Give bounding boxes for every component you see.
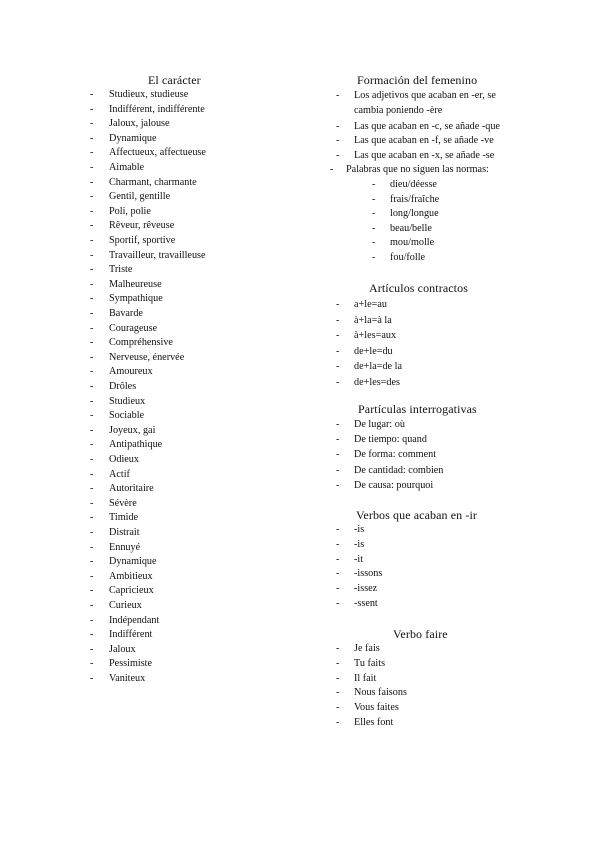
list-dash: - xyxy=(336,314,340,326)
list-dash: - xyxy=(90,512,94,524)
list-dash: - xyxy=(90,162,94,173)
caracter-item: Malheureuse xyxy=(109,278,162,290)
caracter-item: Timide xyxy=(109,512,139,524)
list-dash: - xyxy=(90,643,94,655)
caracter-item: Studieux, studieuse xyxy=(109,89,189,100)
faire-item: Vous faites xyxy=(354,702,399,714)
caracter-item: Joyeux, gai xyxy=(109,424,156,436)
caracter-item: Drôles xyxy=(109,381,137,392)
list-dash: - xyxy=(90,497,94,509)
section-title-faire: Verbo faire xyxy=(393,627,448,641)
caracter-item: Triste xyxy=(109,264,133,276)
caracter-item: Odieux xyxy=(109,454,139,465)
caracter-item: Ambitieux xyxy=(109,570,153,582)
list-dash: - xyxy=(90,132,94,144)
contracto-item: à+les=aux xyxy=(354,330,397,341)
list-dash: - xyxy=(372,179,376,190)
caracter-item: Indifférent xyxy=(109,629,153,641)
caracter-item: Gentil, gentille xyxy=(109,191,171,203)
section-title-interrogativas: Partículas interrogativas xyxy=(358,402,477,416)
verbo-ir-item: -issez xyxy=(354,583,378,595)
caracter-item: Curieux xyxy=(109,600,142,611)
list-dash: - xyxy=(90,103,94,115)
list-dash: - xyxy=(336,121,340,132)
list-dash: - xyxy=(90,658,94,670)
list-item: Los adjetivos que acaban en -er, se xyxy=(354,90,496,101)
caracter-item: Travailleur, travailleuse xyxy=(109,249,206,261)
list-item: Las que acaban en -f, se añade -ve xyxy=(354,135,494,146)
caracter-item: Compréhensive xyxy=(109,337,173,349)
list-dash: - xyxy=(336,419,340,430)
contracto-item: de+le=du xyxy=(354,345,393,357)
list-dash: - xyxy=(336,449,340,461)
list-dash: - xyxy=(90,381,94,392)
caracter-item: Amoureux xyxy=(109,366,153,378)
list-dash: - xyxy=(90,191,94,203)
caracter-item: Jaloux, jalouse xyxy=(109,118,170,130)
list-dash: - xyxy=(90,118,94,130)
list-dash: - xyxy=(336,687,340,699)
caracter-item: Nerveuse, énervée xyxy=(109,351,185,363)
list-dash: - xyxy=(90,89,94,100)
list-dash: - xyxy=(90,220,94,232)
list-dash: - xyxy=(90,439,94,451)
caracter-item: Studieux xyxy=(109,395,146,407)
list-dash: - xyxy=(372,237,376,249)
interrogativa-item: De cantidad: combien xyxy=(354,464,444,476)
caracter-item: Actif xyxy=(109,468,130,480)
caracter-item: Capricieux xyxy=(109,585,154,597)
list-dash: - xyxy=(336,657,340,669)
caracter-item: Charmant, charmante xyxy=(109,176,197,188)
list-dash: - xyxy=(90,483,94,495)
list-item-continued: cambia poniendo -ère xyxy=(354,105,443,116)
list-dash: - xyxy=(90,395,94,407)
list-dash: - xyxy=(90,337,94,349)
caracter-item: Indifférent, indifférente xyxy=(109,103,205,115)
caracter-item: Distrait xyxy=(109,527,140,538)
section-title-contractos: Artículos contractos xyxy=(369,281,468,295)
verbo-ir-item: -is xyxy=(354,524,365,535)
list-dash: - xyxy=(336,538,340,550)
list-item: Las que acaban en -c, se añade -que xyxy=(354,121,500,132)
caracter-item: Bavarde xyxy=(109,308,143,319)
list-dash: - xyxy=(90,176,94,188)
faire-item: Elles font xyxy=(354,717,394,728)
contracto-item: à+la=à la xyxy=(354,314,392,326)
list-dash: - xyxy=(336,598,340,609)
list-dash: - xyxy=(90,264,94,276)
caracter-item: Affectueux, affectueuse xyxy=(109,147,206,159)
list-dash: - xyxy=(90,351,94,363)
caracter-item: Indépendant xyxy=(109,614,160,626)
exception-item: beau/belle xyxy=(390,222,432,234)
list-dash: - xyxy=(90,600,94,611)
section-title-caracter: El carácter xyxy=(148,73,201,87)
list-dash: - xyxy=(90,585,94,597)
list-dash: - xyxy=(336,702,340,714)
caracter-item: Poli, polie xyxy=(109,205,151,217)
caracter-item: Dynamique xyxy=(109,132,157,144)
list-dash: - xyxy=(372,222,376,234)
list-dash: - xyxy=(336,717,340,728)
list-dash: - xyxy=(336,553,340,565)
list-dash: - xyxy=(90,249,94,261)
list-dash: - xyxy=(336,90,340,101)
faire-item: Tu faits xyxy=(354,657,386,669)
list-dash: - xyxy=(90,570,94,582)
verbo-ir-item: -is xyxy=(354,538,365,550)
list-dash: - xyxy=(90,322,94,334)
list-dash: - xyxy=(336,361,340,372)
verbo-ir-item: -it xyxy=(354,553,364,565)
list-dash: - xyxy=(90,278,94,290)
list-dash: - xyxy=(90,293,94,305)
list-dash: - xyxy=(90,424,94,436)
caracter-item: Sévère xyxy=(109,497,137,509)
caracter-item: Jaloux xyxy=(109,643,136,655)
list-dash: - xyxy=(90,454,94,465)
list-dash: - xyxy=(336,345,340,357)
list-dash: - xyxy=(336,643,340,654)
caracter-item: Autoritaire xyxy=(109,483,154,495)
exception-item: long/longue xyxy=(390,208,439,220)
caracter-item: Sportif, sportive xyxy=(109,235,176,246)
list-dash: - xyxy=(336,568,340,580)
interrogativa-item: De tiempo: quand xyxy=(354,434,427,446)
list-dash: - xyxy=(372,252,376,263)
list-dash: - xyxy=(90,235,94,246)
caracter-item: Antipathique xyxy=(109,439,163,451)
list-dash: - xyxy=(336,524,340,535)
list-dash: - xyxy=(372,208,376,220)
caracter-item: Sociable xyxy=(109,410,145,422)
exception-item: dieu/déesse xyxy=(390,179,437,190)
faire-item: Il fait xyxy=(354,672,377,684)
list-dash: - xyxy=(90,205,94,217)
caracter-item: Aimable xyxy=(109,162,145,173)
list-dash: - xyxy=(336,135,340,146)
list-dash: - xyxy=(336,434,340,446)
list-dash: - xyxy=(372,193,376,205)
caracter-item: Dynamique xyxy=(109,556,157,568)
list-dash: - xyxy=(336,330,340,341)
interrogativa-item: De forma: comment xyxy=(354,449,437,461)
list-dash: - xyxy=(90,614,94,626)
section-title-verbos-ir: Verbos que acaban en -ir xyxy=(356,508,478,522)
caracter-item: Courageuse xyxy=(109,322,158,334)
faire-item: Je fais xyxy=(354,643,380,654)
list-item: Las que acaban en -x, se añade -se xyxy=(354,150,495,161)
caracter-item: Rêveur, rêveuse xyxy=(109,220,175,232)
exception-item: frais/fraîche xyxy=(390,193,440,205)
list-dash: - xyxy=(330,164,334,175)
exception-item: mou/molle xyxy=(390,237,435,249)
interrogativa-item: De lugar: où xyxy=(354,419,405,430)
list-dash: - xyxy=(90,468,94,480)
caracter-item: Ennuyé xyxy=(109,541,141,553)
list-dash: - xyxy=(90,527,94,538)
list-dash: - xyxy=(90,308,94,319)
list-item: Palabras que no siguen las normas: xyxy=(346,164,489,175)
list-dash: - xyxy=(90,556,94,568)
contracto-item: de+la=de la xyxy=(354,361,402,372)
list-dash: - xyxy=(336,479,340,491)
interrogativa-item: De causa: pourquoi xyxy=(354,479,434,491)
verbo-ir-item: -ssent xyxy=(354,598,378,609)
list-dash: - xyxy=(90,629,94,641)
list-dash: - xyxy=(336,464,340,476)
caracter-item: Pessimiste xyxy=(109,658,153,670)
list-dash: - xyxy=(336,299,340,310)
list-dash: - xyxy=(336,150,340,161)
list-dash: - xyxy=(336,376,340,388)
caracter-item: Vaniteux xyxy=(109,673,146,684)
contracto-item: de+les=des xyxy=(354,376,401,388)
contracto-item: a+le=au xyxy=(354,299,387,310)
faire-item: Nous faisons xyxy=(354,687,407,699)
list-dash: - xyxy=(90,366,94,378)
list-dash: - xyxy=(90,673,94,684)
list-dash: - xyxy=(336,672,340,684)
list-dash: - xyxy=(90,147,94,159)
section-title-femenino: Formación del femenino xyxy=(357,73,478,87)
list-dash: - xyxy=(336,583,340,595)
caracter-item: Sympathique xyxy=(109,293,163,305)
verbo-ir-item: -issons xyxy=(354,568,383,580)
exception-item: fou/folle xyxy=(390,252,426,263)
list-dash: - xyxy=(90,410,94,422)
list-dash: - xyxy=(90,541,94,553)
